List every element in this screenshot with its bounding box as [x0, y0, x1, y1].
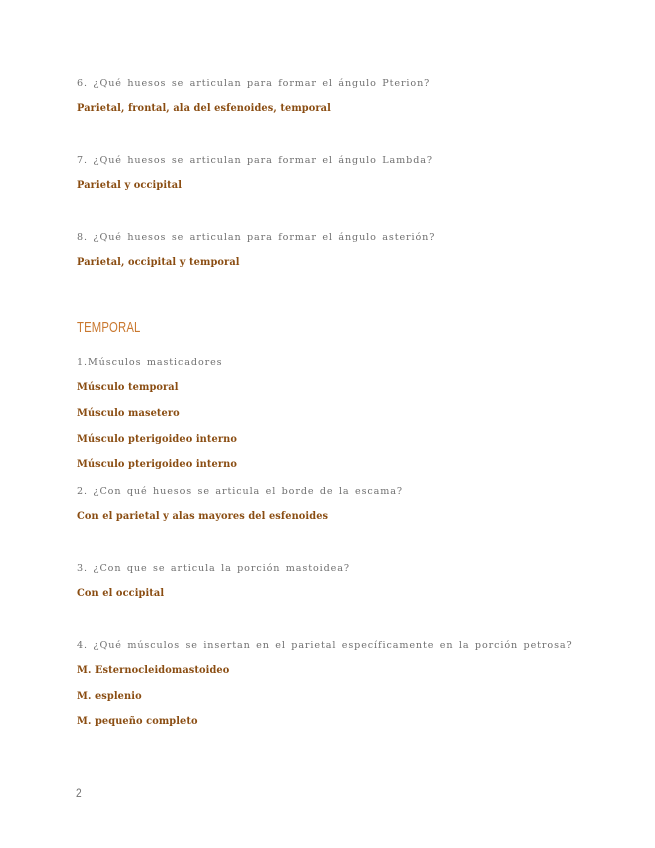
question-7-text: 7. ¿Qué huesos se articulan para formar el ángulo Lambda? [77, 155, 433, 166]
section-heading-temporal: TEMPORAL [77, 320, 141, 336]
temporal-question-4-text: 4. ¿Qué músculos se insertan en el parietal específicamente en la porción petrosa? [77, 640, 573, 651]
question-8-text: 8. ¿Qué huesos se articulan para formar el ángulo asterión? [77, 232, 436, 243]
temporal-answer-3-1: Con el occipital [77, 588, 165, 599]
temporal-question-3-text: 3. ¿Con que se articula la porción mastoidea? [77, 563, 350, 574]
temporal-question-1-text: 1.Músculos masticadores [77, 357, 223, 368]
answer-7-text: Parietal y occipital [77, 180, 183, 191]
temporal-answer-1-4: Músculo pterigoideo interno [77, 459, 237, 470]
temporal-answer-1-2: Músculo masetero [77, 408, 180, 419]
temporal-answer-1-1: Músculo temporal [77, 382, 179, 393]
page-number: 2 [76, 786, 82, 800]
temporal-answer-4-1: M. Esternocleidomastoideo [77, 665, 230, 676]
temporal-answer-4-2: M. esplenio [77, 691, 142, 702]
answer-8-text: Parietal, occipital y temporal [77, 257, 240, 268]
temporal-answer-1-3: Músculo pterigoideo interno [77, 434, 237, 445]
answer-6-text: Parietal, frontal, ala del esfenoides, temporal [77, 103, 331, 114]
temporal-answer-2-1: Con el parietal y alas mayores del esfenoides [77, 511, 329, 522]
temporal-question-2-text: 2. ¿Con qué huesos se articula el borde de la escama? [77, 486, 403, 497]
question-6-text: 6. ¿Qué huesos se articulan para formar el ángulo Pterion? [77, 78, 431, 89]
temporal-answer-4-3: M. pequeño completo [77, 716, 198, 727]
